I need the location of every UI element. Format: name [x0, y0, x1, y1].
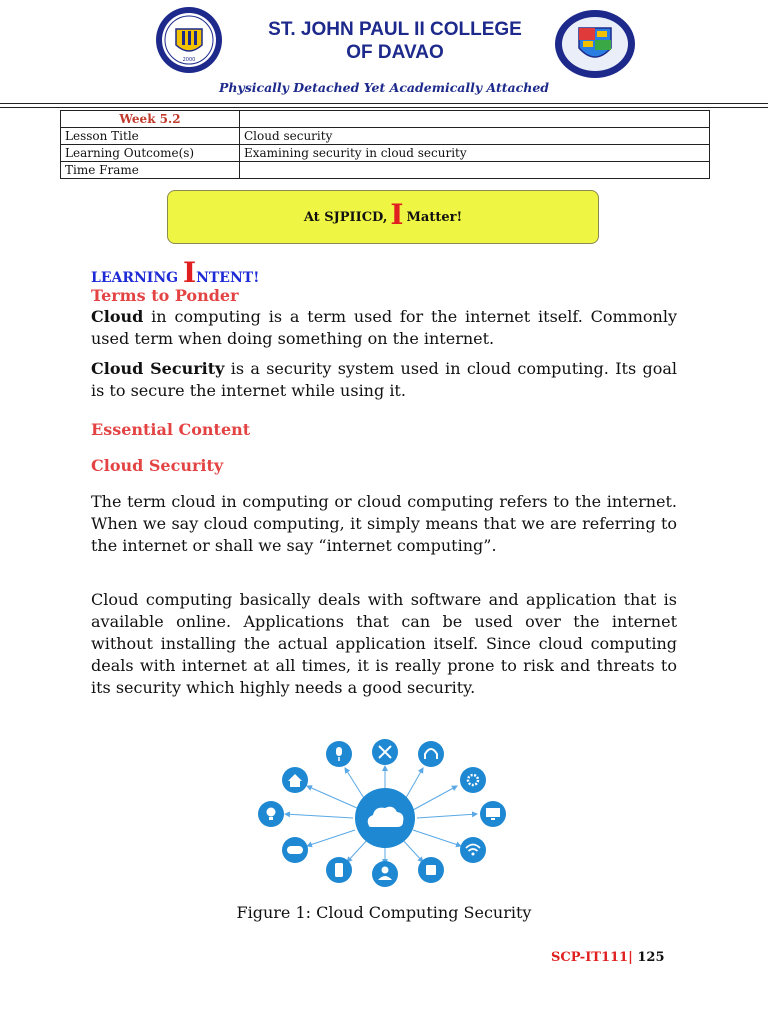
- page-footer: [551, 950, 665, 965]
- phone-icon: [326, 857, 352, 883]
- wifi-icon: [460, 837, 486, 863]
- college-seal-right: [553, 8, 637, 84]
- college-seal-left: [154, 5, 224, 79]
- home-icon: [282, 767, 308, 793]
- lesson-info-table: [60, 110, 710, 179]
- intent-part1: LEARNING: [91, 270, 183, 286]
- banner-suffix: Matter!: [406, 209, 463, 225]
- table-row: [61, 162, 710, 179]
- learning-intent-heading: [91, 256, 259, 289]
- essential-content-heading: Essential Content: [91, 420, 251, 439]
- college-motto: Physically Detached Yet Academically Attached: [218, 80, 550, 95]
- table-row: [61, 111, 710, 128]
- page-number: 125: [637, 950, 665, 965]
- microphone-icon: [326, 741, 352, 767]
- headphones-icon: [418, 741, 444, 767]
- term-cloud-definition: in computing is a term used for the internet itself. Commonly used term when doing something on the internet.: [91, 307, 677, 348]
- intent-part2: NTENT!: [196, 270, 260, 286]
- week-label: Week 5.2: [61, 111, 240, 128]
- header-divider: [0, 103, 768, 104]
- header-divider-double: [0, 107, 768, 108]
- lightbulb-icon: [258, 801, 284, 827]
- term-cloud-word: Cloud: [91, 307, 144, 326]
- motto-banner: [167, 190, 599, 244]
- user-icon: [372, 861, 398, 887]
- college-name-line1: ST. JOHN PAUL II COLLEGE: [268, 19, 522, 40]
- lesson-title-value: Cloud security: [240, 128, 710, 145]
- lesson-title-label: Lesson Title: [61, 128, 240, 145]
- table-row: [61, 128, 710, 145]
- cloud-computing-figure: [255, 738, 515, 894]
- week-value: [240, 111, 710, 128]
- paragraph-2: Cloud computing basically deals with software and application that is available online. Applications that can be used over the internet without installing the actual application itself. Since cloud computing deals with internet at all times, it is really prone to risk and threats to its security which highly needs a good security.: [91, 590, 677, 697]
- college-name-line2: OF DAVAO: [346, 42, 444, 63]
- figure-caption: Figure 1: Cloud Computing Security: [236, 903, 532, 922]
- gamepad-icon: [282, 837, 308, 863]
- intent-big-letter: I: [182, 256, 197, 289]
- table-row: [61, 145, 710, 162]
- course-code: SCP-IT111|: [551, 950, 633, 965]
- college-name: [225, 18, 565, 64]
- time-frame-value: [240, 162, 710, 179]
- term-cloud-security: [91, 358, 677, 402]
- section-heading: Cloud Security: [91, 456, 224, 475]
- learning-outcome-value: Examining security in cloud security: [240, 145, 710, 162]
- monitor-icon: [480, 801, 506, 827]
- tools-icon: [372, 739, 398, 765]
- terms-heading: Terms to Ponder: [91, 286, 239, 305]
- seal-year: 2000: [182, 57, 196, 63]
- paragraph-1: The term cloud in computing or cloud computing refers to the internet. When we say cloud computing, it simply means that we are referring to the internet or shall we say “internet computing”.: [91, 492, 677, 555]
- time-frame-label: Time Frame: [61, 162, 240, 179]
- term-cloud: [91, 306, 677, 350]
- term-cloud-security-word: Cloud Security: [91, 359, 225, 378]
- learning-outcome-label: Learning Outcome(s): [61, 145, 240, 162]
- banner-big-letter: I: [390, 197, 404, 231]
- term-cloud-security-definition: is a security system used in cloud computing. Its goal is to secure the internet while using it.: [91, 359, 677, 400]
- gear-icon: [460, 767, 486, 793]
- tablet-icon: [418, 857, 444, 883]
- banner-prefix: At SJPIICD,: [303, 209, 388, 225]
